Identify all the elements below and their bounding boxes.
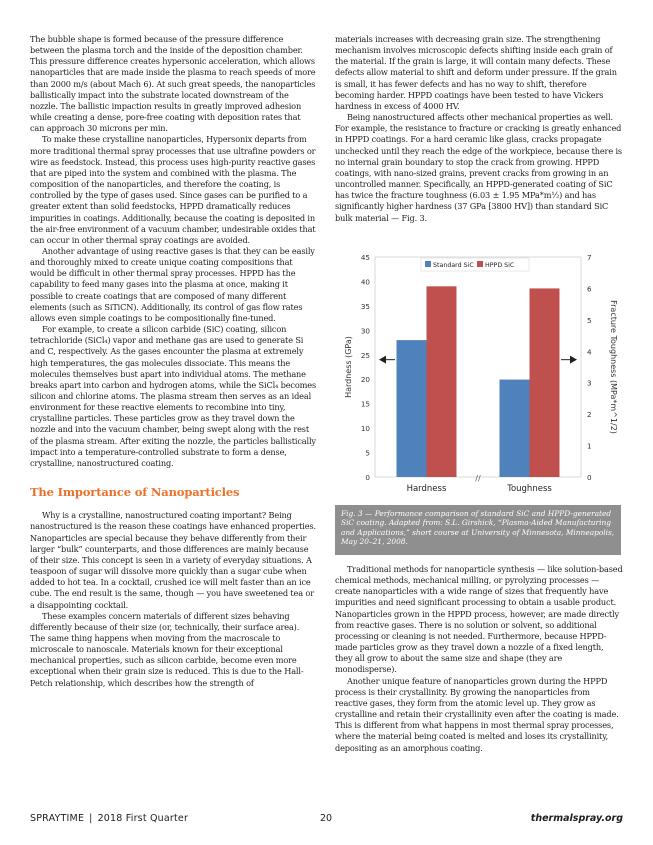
y-right-tick-label: 7 — [587, 253, 592, 262]
right-column-top — [335, 34, 623, 224]
footer-separator: | — [89, 813, 93, 824]
y-left-tick-label: 30 — [360, 326, 370, 336]
bar-standard-sic-hardness — [397, 340, 427, 477]
y-right-tick-label: 4 — [587, 347, 592, 357]
bar-hppd-sic-toughness — [530, 288, 560, 477]
y-left-tick-label: 40 — [360, 277, 370, 287]
section-heading: The Importance of Nanoparticles — [30, 485, 240, 500]
legend-swatch — [477, 261, 483, 267]
paragraph: Traditional methods for nanoparticle synthesis — like solution-based chemical methods, mechanical milling, or pyrolyzing processes — create nanoparticles with a wide range of sizes that frequently have impurities and need significant processing to obtain a usable product. Nanoparticles grown in the HPPD process, however, are made directly from reactive gases. There is no solution or solvent, so additional processing or cleaning is not needed. Furthermore, because HPPD-made particles grow as they travel down a nozzle of a fixed length, they all grow to about the same size and shape (they are monodisperse). — [335, 564, 623, 675]
figure-caption: Fig. 3 — Performance comparison of standard SiC and HPPD-generated SiC coating. Adapted from: S.L. Girshick, “Plasma-Aided Manufacturing and Applications,” short course at University of Minnesota, Minneapolis, May 20–21, 2008. — [335, 505, 621, 555]
y-right-tick-label: 2 — [587, 410, 592, 420]
paragraph: materials increases with decreasing grain size. The strengthening mechanism involves microscopic defects shifting inside each grain of the material. If the grain is large, it will contain many defects. These defects allow material to shift and deform under pressure. If the grain is small, it has fewer defects and has no way to shift, therefore becoming harder. HPPD coatings have been tested to have Vickers hardness in excess of 4000 HV. — [335, 34, 617, 111]
y-left-tick-label: 20 — [360, 375, 370, 385]
bar-hppd-sic-hardness — [427, 286, 457, 477]
y-right-tick-label: 0 — [587, 473, 592, 482]
y-right-tick-label: 6 — [587, 284, 592, 294]
right-column-bottom — [335, 564, 623, 754]
x-category-label: Toughness — [507, 484, 552, 494]
y-left-tick-label: 25 — [360, 350, 370, 360]
legend-label: Standard SiC — [433, 262, 474, 269]
page-number: 20 — [320, 813, 333, 824]
y-right-tick-label: 1 — [587, 441, 592, 451]
paragraph: The bubble shape is formed because of the pressure difference between the plasma torch and the inside of the deposition chamber. This pressure difference creates hypersonic acceleration, which allows nanoparticles that are made inside the plasma to reach speeds of more than 2000 m/s (about Mach 6). At such great speeds, the nanoparticles ballistically impact into the substrate located downstream of the nozzle. The ballistic impaction results in greatly improved adhesion while creating a dense, pore-free coating with deposition rates that can approach 30 microns per min. — [30, 34, 316, 134]
bar-standard-sic-toughness — [500, 380, 530, 477]
left-column — [30, 34, 316, 689]
y-right-tick-label: 3 — [587, 378, 592, 388]
paragraph: These examples concern materials of different sizes behaving differently because of their size (or, technically, their surface area). The same thing happens when moving from the macroscale to microscale to nanoscale. Materials known for their exceptional mechanical properties, such as silicon carbide, become even more exceptional when their grain size is reduced. This is due to the Hall-Petch relationship, which describes how the strength of — [30, 610, 304, 688]
website-link[interactable]: thermalspray.org — [530, 813, 623, 824]
footer-left — [30, 813, 188, 824]
paragraph: Another unique feature of nanoparticles grown during the HPPD process is their crystallinity. By growing the nanoparticles from reactive gases, they form from the atomic level up. They grow as crystalline and retain their crystallinity even after the coating is made. This is different from what happens in most thermal spray processes, where the material being coated is melted and loses its crystallinity, depositing as an amorphous coating. — [335, 675, 619, 753]
paragraph: Another advantage of using reactive gases is that they can be easily and thoroughly mixed to create unique coating compositions that would be difficult in other thermal spray processes. HPPD has the capability to feed many gases into the plasma at once, making it possible to create coatings that are composed of many different elements (such as SiTiCN). Additionally, its control of gas flow rates allows even simple coatings to be compositionally fine-tuned. — [30, 245, 315, 323]
publication-name: SPRAYTIME — [30, 813, 85, 824]
paragraph: For example, to create a silicon carbide (SiC) coating, silicon tetrachloride (SiCl₄) vapor and methane gas are used to generate Si and C, respectively. As the gases encounter the plasma at extremely high temperatures, the gas molecules dissociate. This means the molecules themselves bust apart into individual atoms. The methane breaks apart into carbon and hydrogen atoms, while the SiCl₄ becomes silicon and chlorine atoms. The plasma stream then serves as an ideal environment for these reactive elements to recombine into tiny, crystalline particles. These particles grow as they travel down the nozzle and into the vacuum chamber, being swept along with the rest of the plasma stream. After exiting the nozzle, the particles ballistically impact into a temperature-controlled substrate to form a dense, crystalline, nanostructured coating. — [30, 324, 316, 468]
figure-3 — [333, 247, 623, 557]
y-left-tick-label: 15 — [360, 399, 370, 409]
paragraph: Why is a crystalline, nanostructured coating important? Being nanostructured is the reason these coatings have enhanced properties. Nanoparticles are special because they behave differently from their larger “bulk” counterparts, and those differences are mainly because of their size. This concept is seen in a variety of everyday situations. A teaspoon of sugar will dissolve more quickly than a sugar cube when added to hot tea. In a cocktail, crushed ice will melt faster than an ice cube. The end result is the same, though — you have sweetened tea or a disappointing cocktail. — [30, 510, 316, 610]
y-left-tick-label: 35 — [360, 301, 370, 311]
y-left-tick-label: 0 — [365, 473, 370, 482]
y-left-tick-label: 45 — [360, 253, 370, 262]
paragraph: To make these crystalline nanoparticles, Hypersonix departs from more traditional thermal spray processes that use ultrafine powders or wire as feedstock. Instead, this process uses high-purity reactive gases that are piped into the system and combined with the plasma. The composition of the nanoparticles, and therefore the coating, is controlled by the type of gases used. Since gases can be purified to a greater extent than solid feedstocks, HPPD dramatically reduces impurities in coatings. Additionally, because the coating is deposited in the air-free environment of a vacuum chamber, undesirable oxides that can occur in other thermal spray coatings are avoided. — [30, 134, 316, 245]
y-left-tick-label: 5 — [365, 448, 370, 458]
axis-break-mark: // — [475, 474, 481, 483]
page-footer — [30, 813, 623, 827]
y-right-axis-label: Fracture Toughness (MPa*m^1/2) — [609, 300, 618, 434]
bar-chart — [333, 247, 623, 502]
y-right-tick-label: 5 — [587, 315, 592, 325]
legend-swatch — [425, 261, 431, 267]
y-left-axis-label: Hardness (GPa) — [344, 336, 353, 398]
legend-label: HPPD SiC — [485, 262, 515, 269]
x-category-label: Hardness — [406, 484, 447, 494]
chart-container — [333, 247, 623, 502]
paragraph: Being nanostructured affects other mechanical properties as well. For example, the resistance to fracture or cracking is greatly enhanced in HPPD coatings. For a hard ceramic like glass, cracks propagate unchecked until they reach the edge of the workpiece, because there is no internal grain boundary to stop the crack from growing. HPPD coatings, with nano-sized grains, prevent cracks from growing in an uncontrolled manner. Specifically, an HPPD-generated coating of SiC has twice the fracture toughness (6.03 ± 1.95 MPa*m½) and has significantly higher hardness (37 GPa [3800 HV]) than standard SiC bulk material — Fig. 3. — [335, 112, 622, 223]
issue-label: 2018 First Quarter — [97, 813, 189, 824]
y-left-tick-label: 10 — [360, 424, 370, 434]
